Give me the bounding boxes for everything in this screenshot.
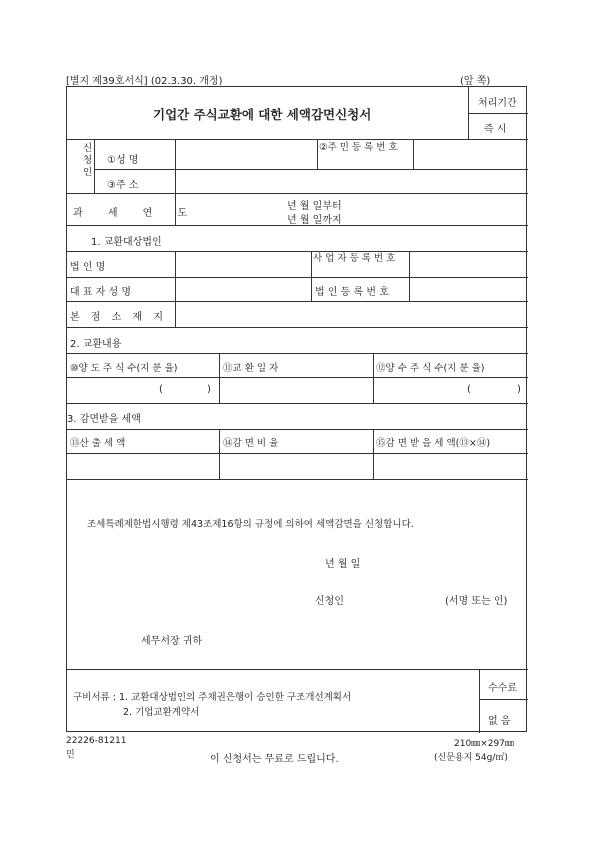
tax-year-from: 년 월 일부터 (287, 201, 342, 212)
corp-name-label: 법 인 명 (70, 262, 106, 273)
acquired-shares-header: ⑫양 수 주 식 수(지 분 율) (376, 363, 485, 374)
declaration-text: 조세특례제한법시행령 제43조제16항의 규정에 의하여 세액감면을 신청합니다. (87, 519, 414, 530)
corp-registration-label: 법 인 등 록 번 호 (315, 287, 389, 298)
representative-name-label: 대 표 자 성 명 (70, 287, 132, 298)
resident-number-label: ②주 민 등 록 번 호 (319, 142, 398, 153)
free-notice: 이 신청서는 무료로 드립니다. (210, 754, 339, 765)
section2-title: 2. 교환내용 (70, 339, 122, 350)
addressee: 세무서장 귀하 (141, 636, 203, 647)
reduced-tax-header: ⑮감 면 받 을 세 액(⑬×⑭) (376, 438, 491, 449)
paper-size: 210㎜×297㎜ (454, 739, 514, 749)
name-label: ①성 명 (107, 155, 139, 166)
transfer-shares-paren-open: ( (159, 384, 163, 395)
tax-year-to: 년 월 일까지 (287, 215, 342, 226)
tax-year-label: 과 세 연 도 (73, 208, 199, 219)
fee-value: 없 음 (488, 716, 511, 727)
processing-period-value: 즉 시 (484, 124, 507, 135)
transfer-shares-paren-close: ) (207, 384, 211, 395)
application-form (66, 86, 527, 732)
processing-period-label: 처리기간 (478, 98, 517, 109)
signature-label: (서명 또는 인) (445, 596, 508, 607)
acquired-shares-paren-close: ) (517, 384, 521, 395)
attachment-item-2: 2. 기업교환계약서 (123, 707, 200, 718)
business-number-label: 사 업 자 등 록 번 호 (313, 253, 396, 264)
transfer-shares-header: ⑩양 도 주 식 수(지 분 율) (70, 363, 178, 374)
attachments-label: 구비서류 : 1. 교환대상법인의 주채권은행이 승인한 구조개선계획서 (73, 692, 352, 703)
applicant-group-label: 신청인 (83, 143, 93, 178)
section1-title: 1. 교환대상법인 (91, 237, 162, 248)
applicant-sign-label: 신청인 (315, 596, 344, 607)
calculated-tax-header: ⑬산 출 세 액 (70, 438, 126, 449)
page-side-label: (앞 쪽) (460, 76, 491, 87)
form-code: 22226-81211 (66, 736, 127, 746)
reduction-rate-header: ⑭감 면 비 율 (223, 438, 279, 449)
form-title: 기업간 주식교환에 대한 세액감면신청서 (153, 107, 372, 122)
form-code-suffix: 민 (66, 750, 75, 760)
exchange-date-header: ⑪교 환 일 자 (223, 363, 279, 374)
hq-address-label: 본 점 소 재 지 (70, 312, 168, 323)
address-label: ③주 소 (107, 180, 139, 191)
section3-title: 3. 감면받을 세액 (67, 414, 141, 425)
acquired-shares-paren-open: ( (467, 384, 471, 395)
declaration-date: 년 월 일 (325, 559, 361, 570)
paper-type: (신문용지 54g/㎡) (434, 753, 508, 763)
form-number: [별지 제39호서식] (02.3.30. 개정) (66, 76, 223, 87)
fee-label: 수수료 (488, 683, 517, 694)
